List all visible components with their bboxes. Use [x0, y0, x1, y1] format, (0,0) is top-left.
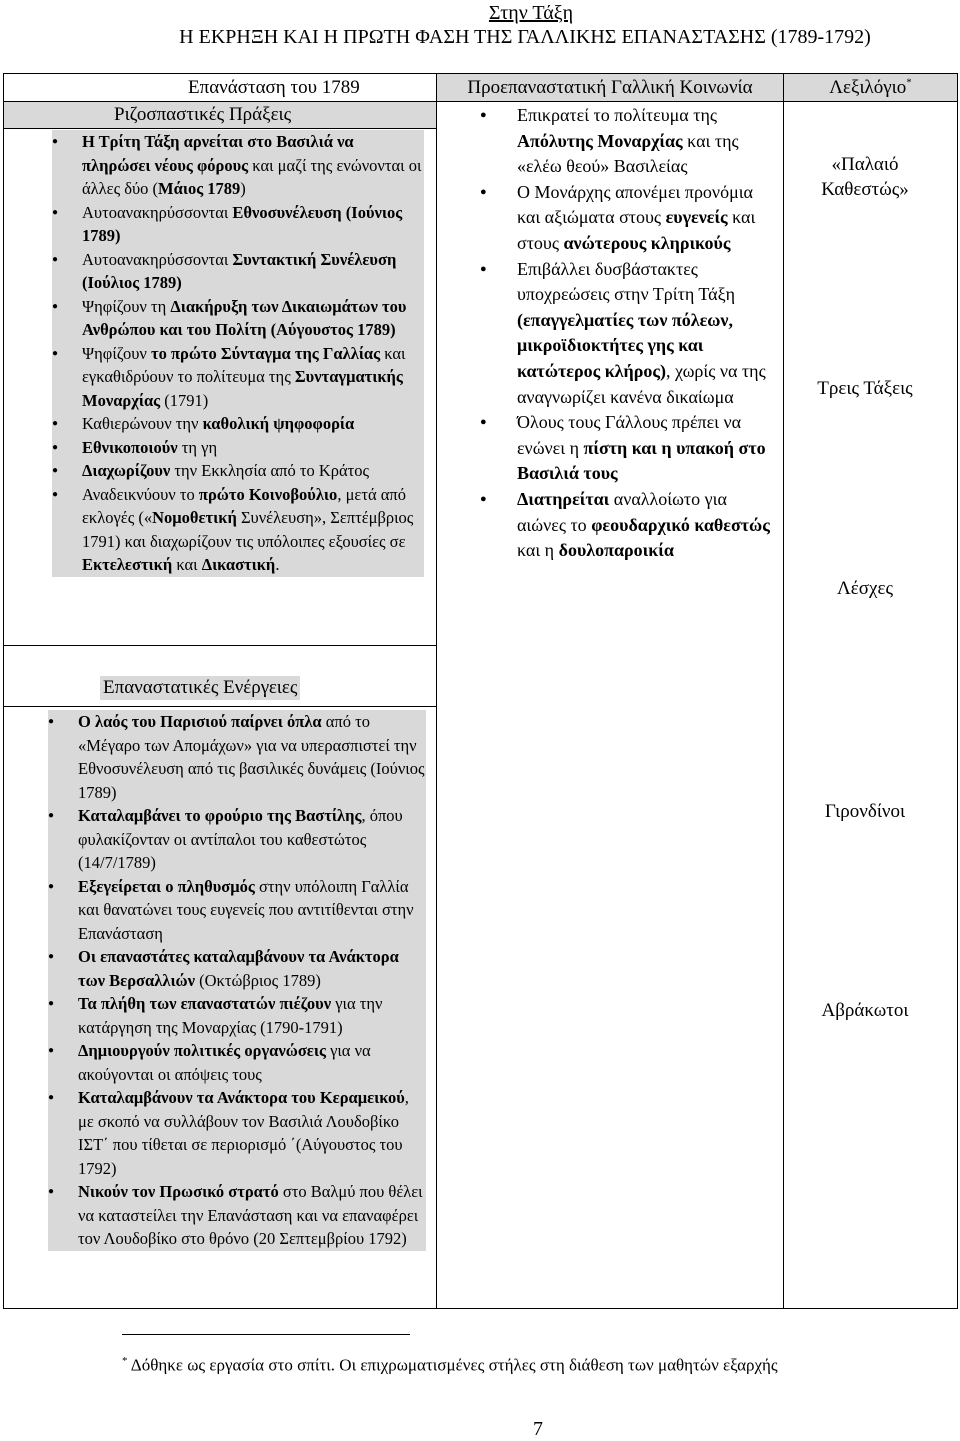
footnote-text: Δόθηκε ως εργασία στο σπίτι. Οι επιχρωματισμένες στήλες στη διάθεση των μαθητών εξαρχής: [127, 1355, 778, 1375]
table-right-border: [957, 73, 958, 1309]
page-title: Η ΕΚΡΗΞΗ ΚΑΙ Η ΠΡΩΤΗ ΦΑΣΗ ΤΗΣ ΓΑΛΛΙΚΗΣ ΕΠΑΝΑΣΤΑΣΗΣ (1789-1792): [179, 26, 871, 48]
society-item: ● Όλους τους Γάλλους πρέπει να ενώνει η πίστη και η υπακοή στο Βασιλιά τους: [480, 410, 780, 487]
page-number: 7: [533, 1418, 543, 1440]
radical-item: ● Διαχωρίζουν την Εκκλησία από το Κράτος: [52, 459, 424, 483]
society-item: ● Επικρατεί το πολίτευμα της Απόλυτης Μοναρχίας και της «ελέω θεού» Βασιλείας: [480, 103, 780, 180]
radical-item: ● Αυτοανακηρύσσονται Εθνοσυνέλευση (Ιούνιος 1789): [52, 201, 424, 248]
section-divider: [3, 645, 437, 646]
actions-heading: Επαναστατικές Ενέργειες: [100, 676, 300, 700]
society-header: Προεπαναστατική Γαλλική Κοινωνία: [467, 77, 753, 98]
glossary-header-cell: [784, 74, 957, 101]
society-item: ● Ο Μονάρχης απονέμει προνόμια και αξιώματα στους ευγενείς και στους ανώτερους κληρικούς: [480, 180, 780, 257]
radical-list: [52, 130, 424, 577]
revolution-header: Επανάσταση του 1789: [188, 77, 360, 98]
radical-heading-cell: [4, 102, 436, 128]
table-bottom-border: [3, 1308, 958, 1309]
radical-item: ● Ψηφίζουν τη Διακήρυξη των Δικαιωμάτων του Ανθρώπου και του Πολίτη (Αύγουστος 1789): [52, 295, 424, 342]
glossary-term-three-estates: Τρεις Τάξεις: [817, 378, 913, 399]
table-left-border: [3, 73, 4, 1309]
glossary-term-old-regime: «Παλαιό Καθεστώς»: [821, 154, 909, 200]
actions-item: ● Ο λαός του Παρισιού παίρνει όπλα από το «Μέγαρο των Απομάχων» για να υπερασπιστεί την Εθνοσυνέλευση από τις βασιλικές δυνάμεις (Ιούνιος 1789): [48, 710, 426, 804]
footnote: [122, 1350, 778, 1377]
actions-item: ● Καταλαμβάνει το φρούριο της Βαστίλης, όπου φυλακίζονταν οι αντίπαλοι του καθεστώτος (14/7/1789): [48, 804, 426, 875]
radical-item: ● Καθιερώνουν την καθολική ψηφοφορία: [52, 412, 424, 436]
society-header-cell: [437, 74, 783, 101]
radical-item: ● Αυτοανακηρύσσονται Συντακτική Συνέλευση (Ιούλιος 1789): [52, 248, 424, 295]
radical-item: ● Ψηφίζουν το πρώτο Σύνταγμα της Γαλλίας και εγκαθιδρύουν το πολίτευμα της Συνταγματικής Μοναρχίας (1791): [52, 342, 424, 413]
revolution-header-cell: [4, 74, 436, 101]
glossary-term-sans-culottes: Αβράκωτοι: [821, 1000, 909, 1021]
column-divider-2: [783, 73, 784, 1309]
actions-item: ● Δημιουργούν πολιτικές οργανώσεις για να ακούγονται οι απόψεις τους: [48, 1039, 426, 1086]
society-item: ● Διατηρείται αναλλοίωτο για αιώνες το φεουδαρχικό καθεστώς και η δουλοπαροικία: [480, 487, 780, 564]
header-link[interactable]: Στην Τάξη: [488, 2, 574, 24]
radical-item: ● Αναδεικνύουν το πρώτο Κοινοβούλιο, μετά από εκλογές («Νομοθετική Συνέλευση», Σεπτέμβριος 1791) και διαχωρίζουν τις υπόλοιπες εξουσίες σε Εκτελεστική και Δικαστική.: [52, 483, 424, 577]
glossary-footnote-mark: *: [906, 76, 912, 89]
glossary-term-clubs: Λέσχες: [837, 578, 893, 599]
actions-item: ● Νικούν τον Πρωσικό στρατό στο Βαλμύ που θέλει να καταστείλει την Επανάσταση και να επαναφέρει τον Λουδοβίκο στο θρόνο (20 Σεπτεμβρίου 1792): [48, 1180, 426, 1251]
radical-item: ● Εθνικοποιούν τη γη: [52, 436, 424, 460]
actions-list: [48, 710, 426, 1251]
society-item: ● Επιβάλλει δυσβάστακτες υποχρεώσεις στην Τρίτη Τάξη (επαγγελματίες των πόλεων, μικροϊδιοκτήτες γης και κατώτερος κλήρος), χωρίς να της αναγνωρίζει κανένα δικαίωμα: [480, 257, 780, 411]
glossary-header: Λεξιλόγιο: [829, 77, 907, 98]
actions-heading-border: [3, 706, 437, 707]
actions-item: ● Καταλαμβάνουν τα Ανάκτορα του Κεραμεικού, με σκοπό να συλλάβουν τον Βασιλιά Λουδοβίκο ΙΣΤ΄ που τίθεται σε περιορισμό ΄(Αύγουστος του 1792): [48, 1086, 426, 1180]
footnote-separator: [122, 1334, 410, 1335]
radical-heading: Ριζοσπαστικές Πράξεις: [114, 104, 292, 125]
society-list: [480, 103, 780, 564]
glossary-term-girondins: Γιρονδίνοι: [824, 801, 906, 822]
actions-item: ● Εξεγείρεται ο πληθυσμός στην υπόλοιπη Γαλλία και θανατώνει τους ευγενείς που αντιτίθενται στην Επανάσταση: [48, 875, 426, 946]
radical-heading-border: [3, 128, 437, 129]
radical-item: ● Η Τρίτη Τάξη αρνείται στο Βασιλιά να πληρώσει νέους φόρους και μαζί της ενώνονται οι άλλες δύο (Μάιος 1789): [52, 130, 424, 201]
footnote-mark: *: [122, 1355, 128, 1367]
actions-item: ● Οι επαναστάτες καταλαμβάνουν τα Ανάκτορα των Βερσαλλιών (Οκτώβριος 1789): [48, 945, 426, 992]
actions-item: ● Τα πλήθη των επαναστατών πιέζουν για την κατάργηση της Μοναρχίας (1790-1791): [48, 992, 426, 1039]
column-divider-1: [436, 73, 437, 1309]
